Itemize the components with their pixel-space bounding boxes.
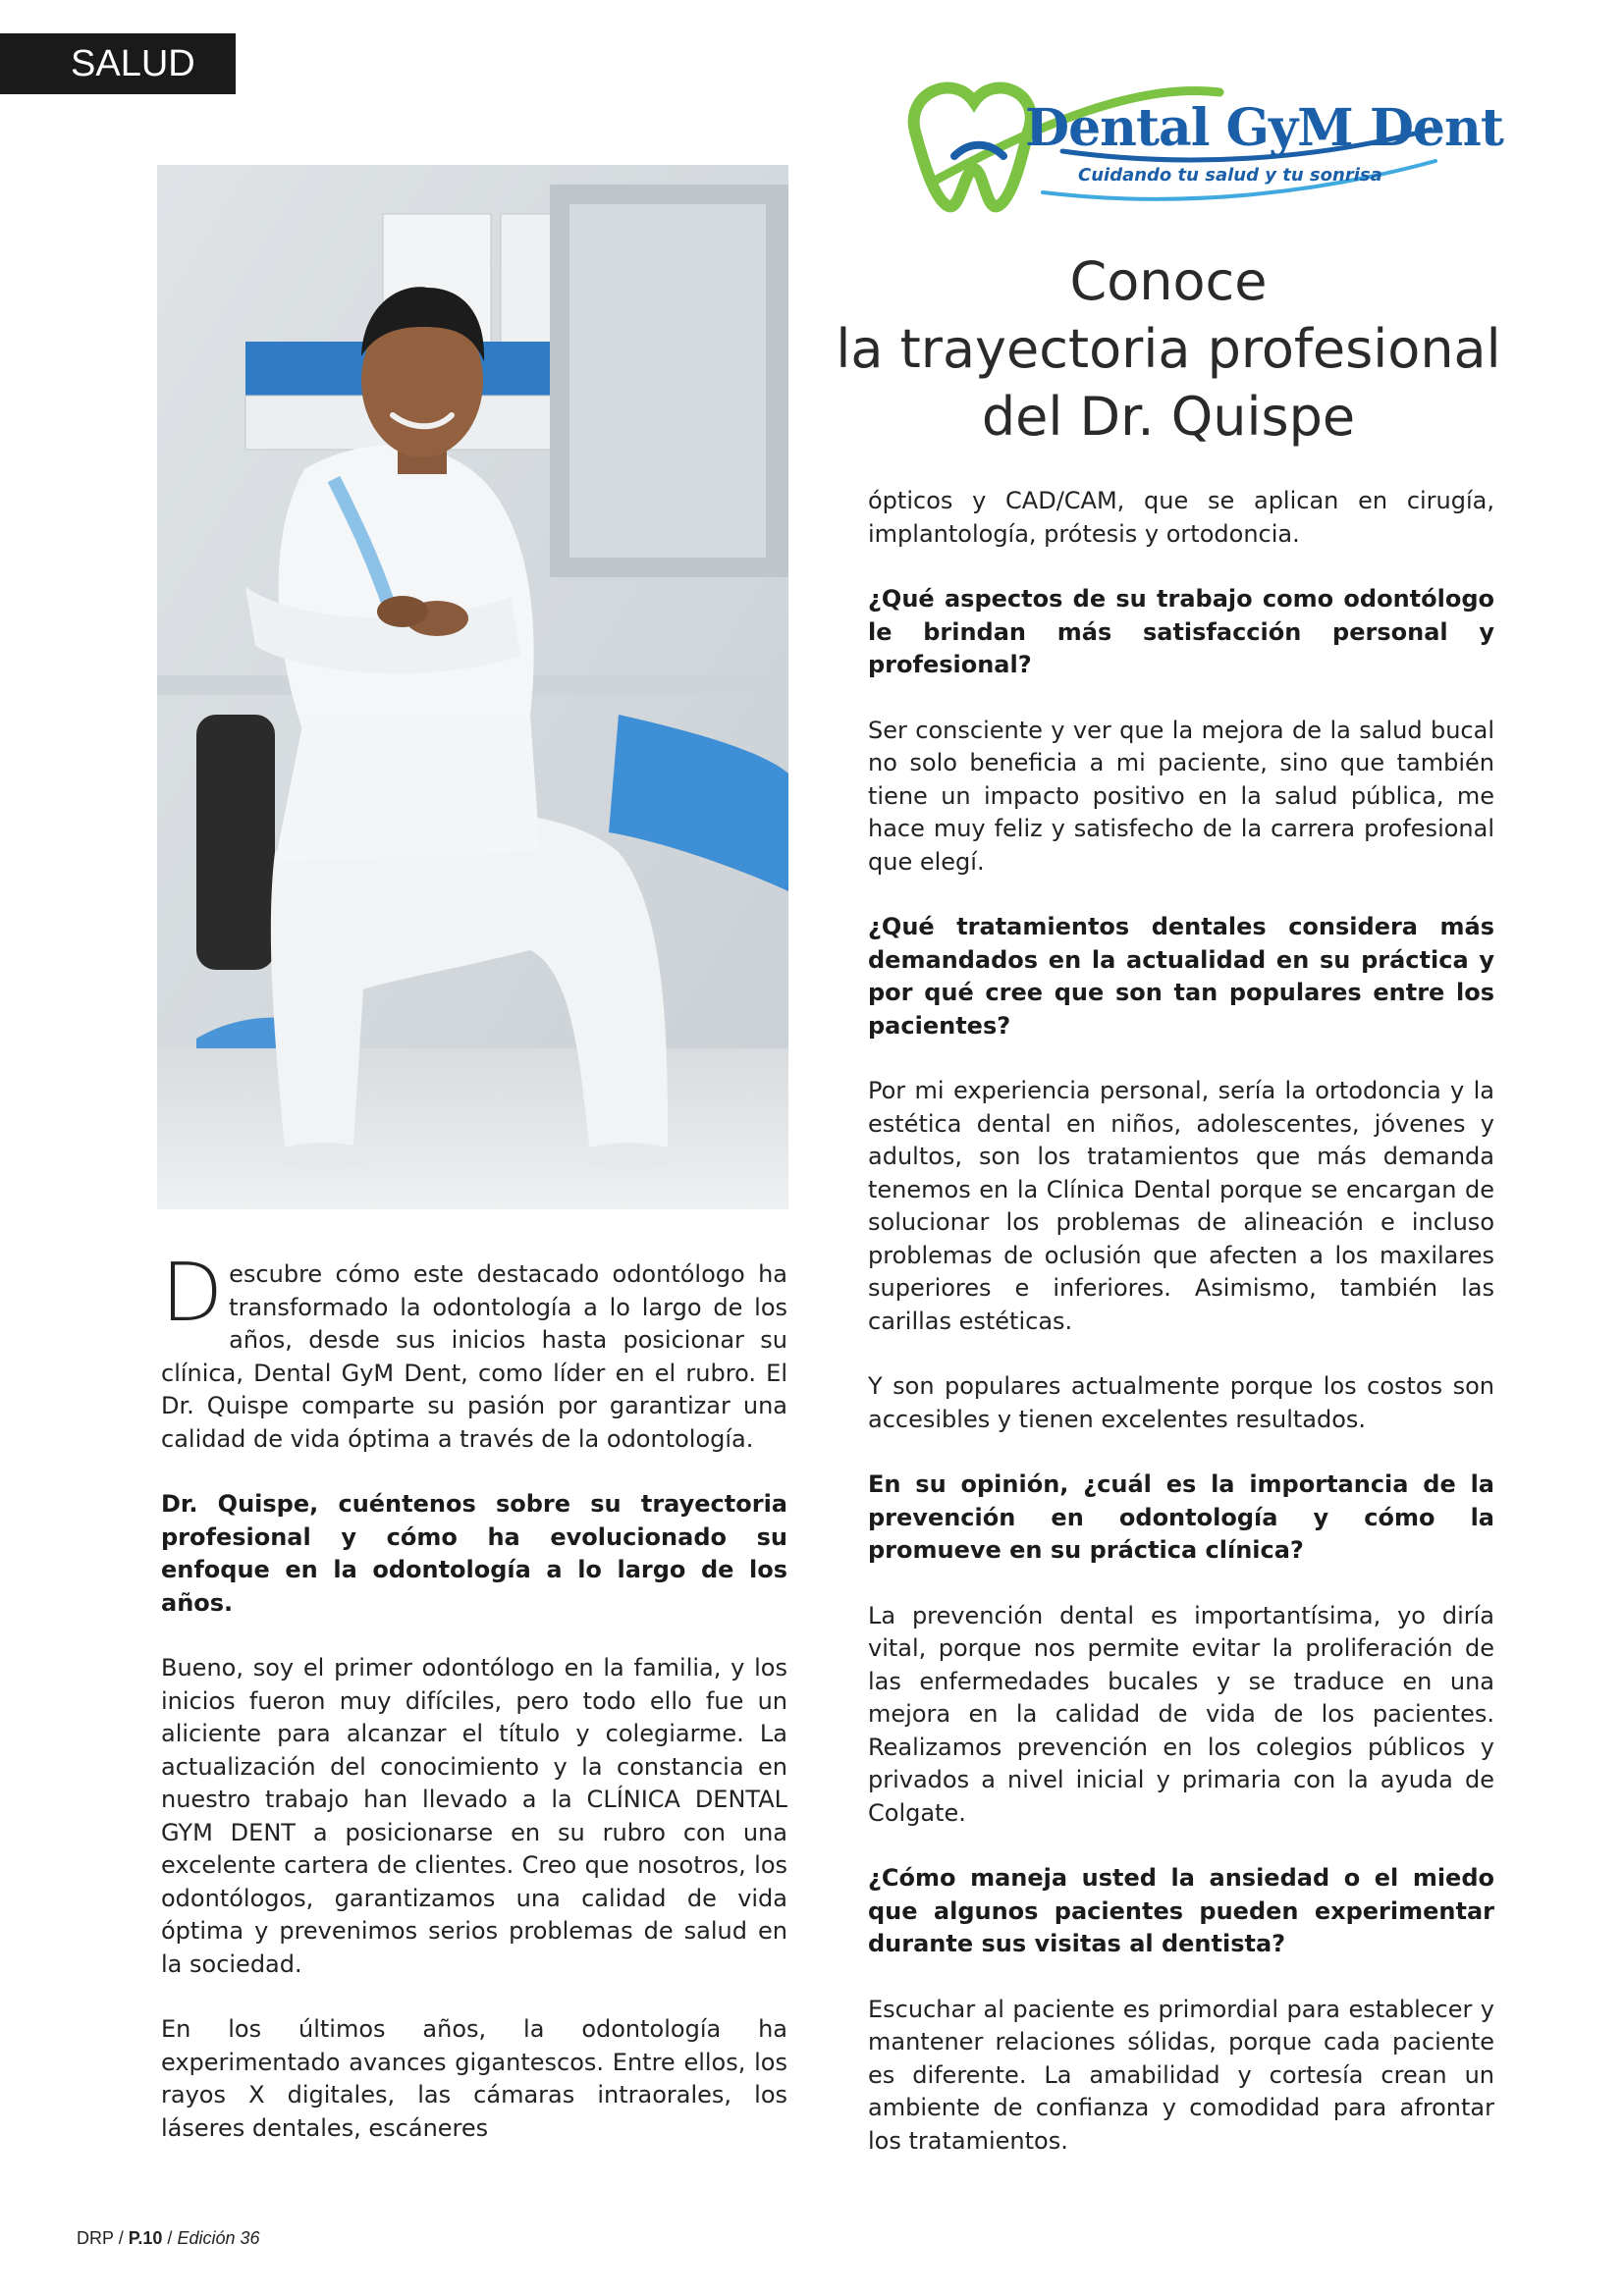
answer-3-continued: Y son populares actualmente porque los costos son accesibles y tienen excelentes resultados.	[868, 1372, 1494, 1433]
answer-3: Por mi experiencia personal, sería la ortodoncia y la estética dental en niños, adolescentes, jóvenes y adultos, son los tratamientos que más demanda tenemos en la Clínica Dental porque se encargan de solucionar los problemas de alineación e incluso problemas de oclusión que afecten a los maxilares superiores e inferiores. Asimismo, también las carillas estéticas.	[868, 1077, 1494, 1335]
logo-tagline: Cuidando tu salud y tu sonrisa	[1078, 165, 1382, 186]
article-title	[835, 247, 1502, 451]
answer-1-end: ópticos y CAD/CAM, que se aplican en cirugía, implantología, prótesis y ortodoncia.	[868, 487, 1494, 548]
intro-text: escubre cómo este destacado odontólogo ha transformado la odontología a lo largo de los años, desde sus inicios hasta posicionar su clínica, Dental GyM Dent, como líder en el rubro. El Dr. Quispe comparte su pasión por garantizar una calidad de vida óptima a través de la odontología.	[161, 1260, 787, 1453]
footer-separator: /	[162, 2228, 178, 2248]
title-line-2: la trayectoria profesional	[836, 318, 1501, 380]
answer-1: Bueno, soy el primer odontólogo en la familia, y los inicios fueron muy difíciles, pero todo ello fue un aliciente para alcanzar el título y colegiarme. La actualización del conocimiento y la constancia en nuestro trabajo han llevado a la CLÍNICA DENTAL GYM DENT a posicionarse en su rubro con una excelente cartera de clientes. Creo que nosotros, los odontólogos, garantizamos una calidad de vida óptima y prevenimos serios problemas de salud en la sociedad.	[161, 1654, 787, 1978]
doctor-portrait-image	[157, 165, 788, 1209]
question-4: En su opinión, ¿cuál es la importancia de la prevención en odontología y cómo la promueve en su práctica clínica?	[868, 1470, 1494, 1564]
dropcap: D	[161, 1247, 224, 1340]
intro-paragraph	[161, 1247, 787, 1456]
title-line-3: del Dr. Quispe	[981, 386, 1356, 448]
section-tag: SALUD	[0, 33, 236, 94]
question-2: ¿Qué aspectos de su trabajo como odontólogo le brindan más satisfacción personal y profesional?	[868, 585, 1494, 678]
question-5: ¿Cómo maneja usted la ansiedad o el miedo que algunos pacientes pueden experimentar durante sus visitas al dentista?	[868, 1864, 1494, 1957]
page-number: P.10	[128, 2228, 163, 2248]
magazine-name: DRP	[77, 2228, 114, 2248]
doctor-photo	[157, 165, 788, 1209]
answer-2: Ser consciente y ver que la mejora de la salud bucal no solo beneficia a mi paciente, sino que también tiene un impacto positivo en la salud pública, me hace muy feliz y satisfecho de la carrera profesional que elegí.	[868, 716, 1494, 876]
title-line-1: Conoce	[1069, 250, 1268, 312]
answer-1-continued: En los últimos años, la odontología ha experimentado avances gigantescos. Entre ellos, los rayos X digitales, las cámaras intraorales, los láseres dentales, escáneres	[161, 2015, 787, 2142]
page-footer	[77, 2228, 260, 2249]
footer-separator: /	[113, 2228, 129, 2248]
edition-label: Edición 36	[177, 2228, 260, 2248]
clinic-logo	[895, 63, 1503, 220]
right-column	[868, 485, 1494, 2190]
question-1: Dr. Quispe, cuéntenos sobre su trayectoria profesional y cómo ha evolucionado su enfoque en la odontología a lo largo de los años.	[161, 1490, 787, 1617]
answer-5: Escuchar al paciente es primordial para establecer y mantener relaciones sólidas, porque cada paciente es diferente. La amabilidad y cortesía crean un ambiente de confianza y comodidad para afrontar los tratamientos.	[868, 1995, 1494, 2155]
question-3: ¿Qué tratamientos dentales considera más demandados en la actualidad en su práctica y por qué cree que son tan populares entre los pacientes?	[868, 913, 1494, 1040]
answer-4: La prevención dental es importantísima, yo diría vital, porque nos permite evitar la proliferación de las enfermedades bucales y se traduce en una mejora en la calidad de vida de los pacientes. Realizamos prevención en los colegios públicos y privados a nivel inicial y primaria con la ayuda de Colgate.	[868, 1601, 1494, 1827]
logo-name: Dental GyM Dent	[1025, 98, 1503, 158]
left-column	[161, 1247, 787, 2177]
